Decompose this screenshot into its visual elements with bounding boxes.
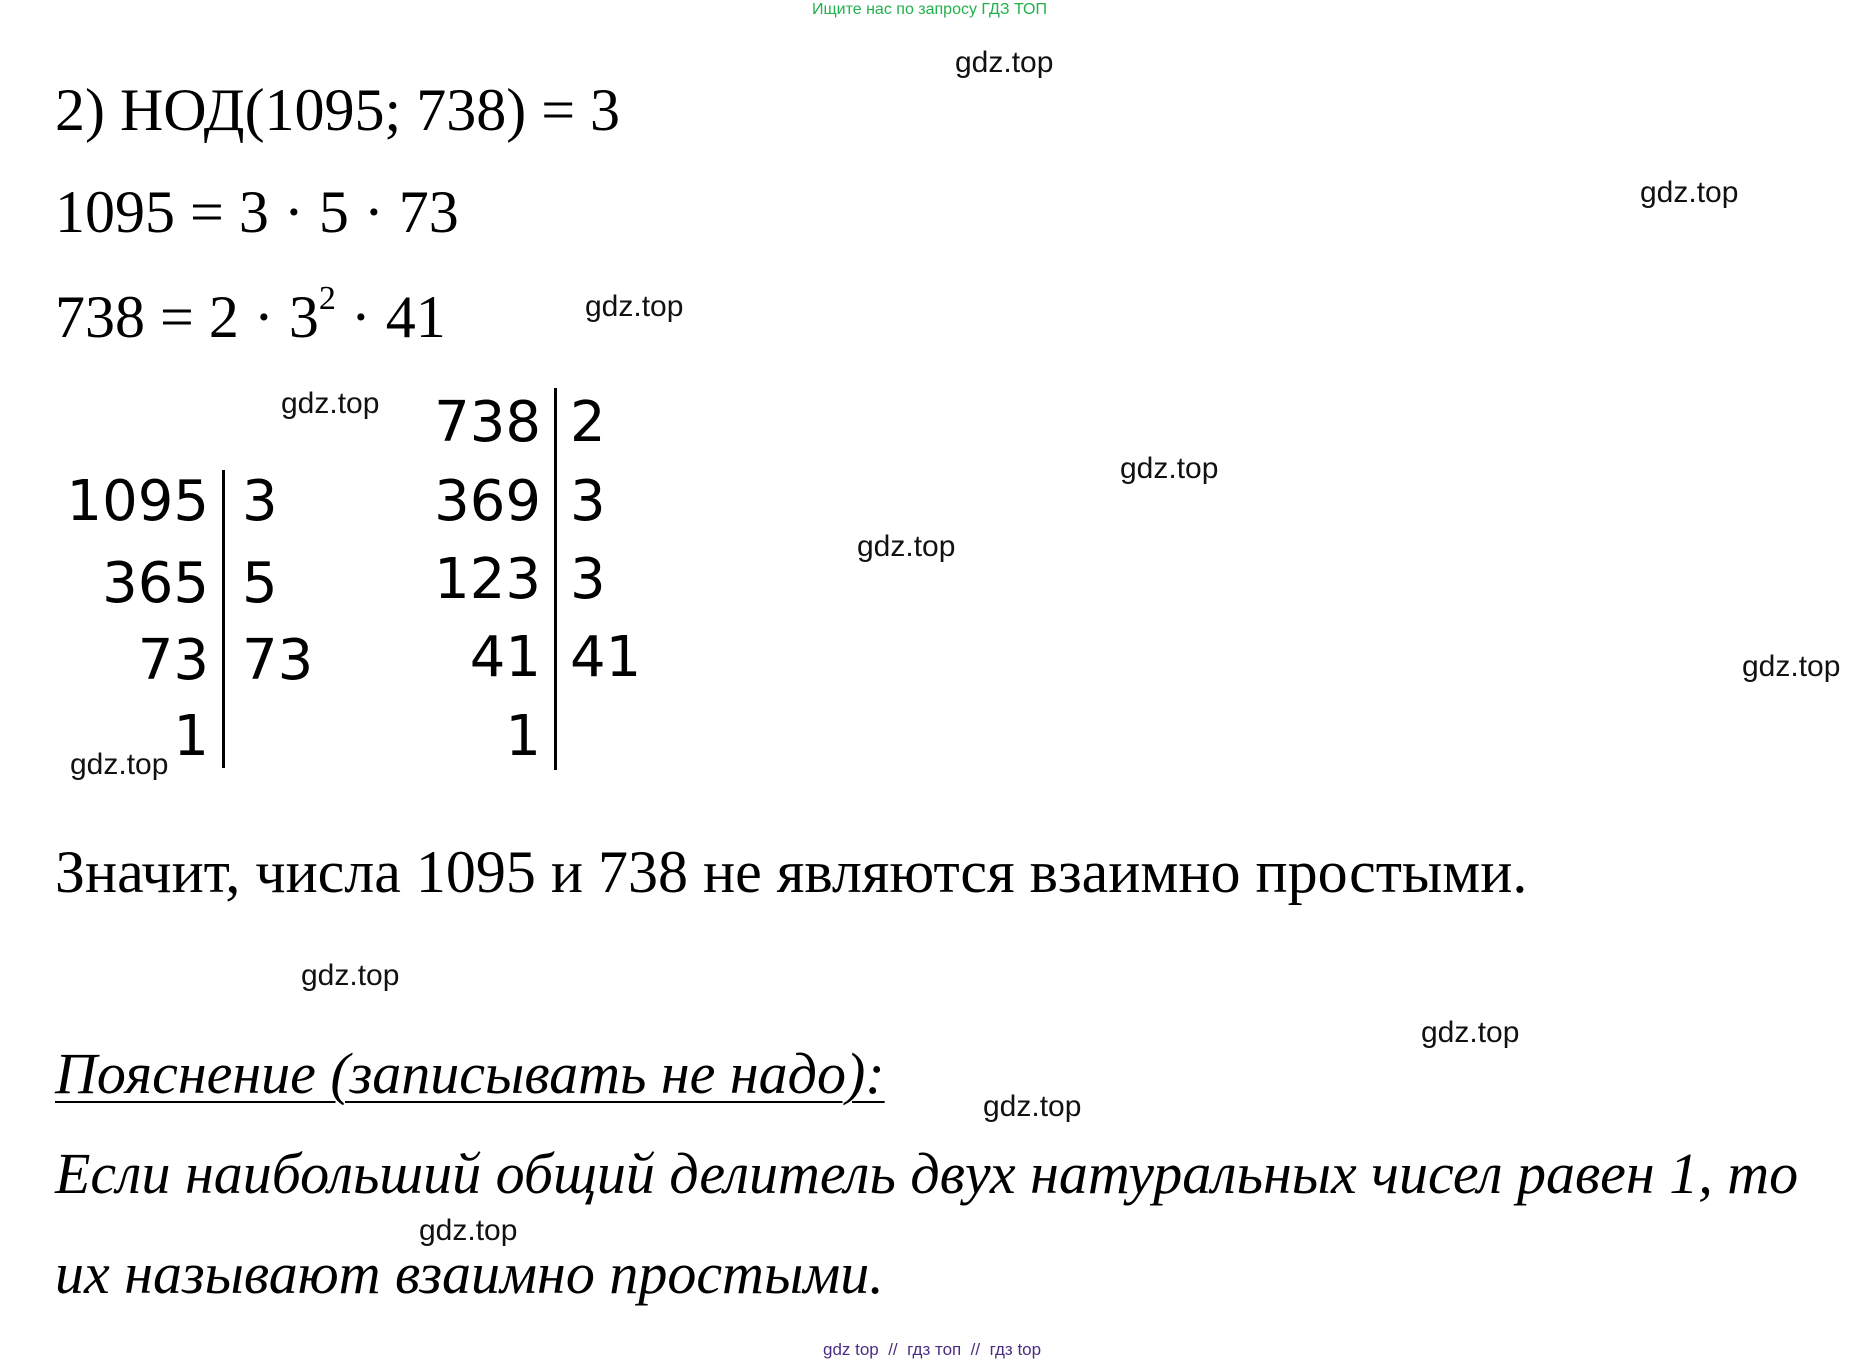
watermark: gdz.top — [1120, 452, 1219, 485]
top-banner: Ищите нас по запросу ГДЗ ТОП — [812, 1, 1047, 18]
watermark: gdz.top — [857, 530, 956, 563]
explanation-line-2: их называют взаимно простыми. — [55, 1241, 884, 1306]
watermark: gdz.top — [1640, 176, 1739, 209]
watermark: gdz.top — [585, 290, 684, 323]
watermark: gdz.top — [301, 959, 400, 992]
division-number: 369 — [434, 469, 541, 534]
division-line — [554, 388, 557, 770]
explanation-title: Пояснение (записывать не надо): — [55, 1041, 885, 1106]
division-divisor: 3 — [242, 469, 278, 534]
division-divisor: 5 — [242, 551, 278, 616]
gcd-heading: 2) НОД(1095; 738) = 3 — [55, 77, 621, 143]
division-divisor: 3 — [570, 547, 606, 612]
division-number: 41 — [469, 625, 541, 690]
division-divisor: 3 — [570, 469, 606, 534]
division-divisor: 2 — [570, 390, 606, 455]
division-number: 73 — [137, 628, 209, 693]
division-line — [222, 470, 225, 768]
factorization-738: $738 = 2 \cdot 3^2 \cdot 41$ — [55, 280, 446, 350]
watermark: gdz.top — [1742, 650, 1841, 683]
division-number: 738 — [434, 390, 541, 455]
factorization-1095: 1095 = 3 · 5 · 73 — [55, 179, 459, 245]
watermark: gdz.top — [1421, 1016, 1520, 1049]
watermark: gdz.top — [955, 46, 1054, 79]
watermark: gdz.top — [281, 387, 380, 420]
conclusion: Значит, числа 1095 и 738 не являются взаимно простыми. — [55, 839, 1528, 905]
watermark: gdz.top — [983, 1090, 1082, 1123]
footer: gdz top // гдз топ // гдз top — [823, 1340, 1042, 1359]
division-number: 123 — [434, 547, 541, 612]
watermark: gdz.top — [70, 748, 169, 781]
division-number: 1 — [173, 704, 209, 769]
watermark: gdz.top — [419, 1214, 518, 1247]
division-number: 1095 — [66, 469, 209, 534]
division-divisor: 73 — [242, 628, 314, 693]
explanation-line-1: Если наибольший общий делитель двух натуральных чисел равен 1, то — [55, 1141, 1799, 1206]
division-number: 1 — [505, 704, 541, 769]
division-number: 365 — [102, 551, 209, 616]
division-divisor: 41 — [570, 625, 642, 690]
